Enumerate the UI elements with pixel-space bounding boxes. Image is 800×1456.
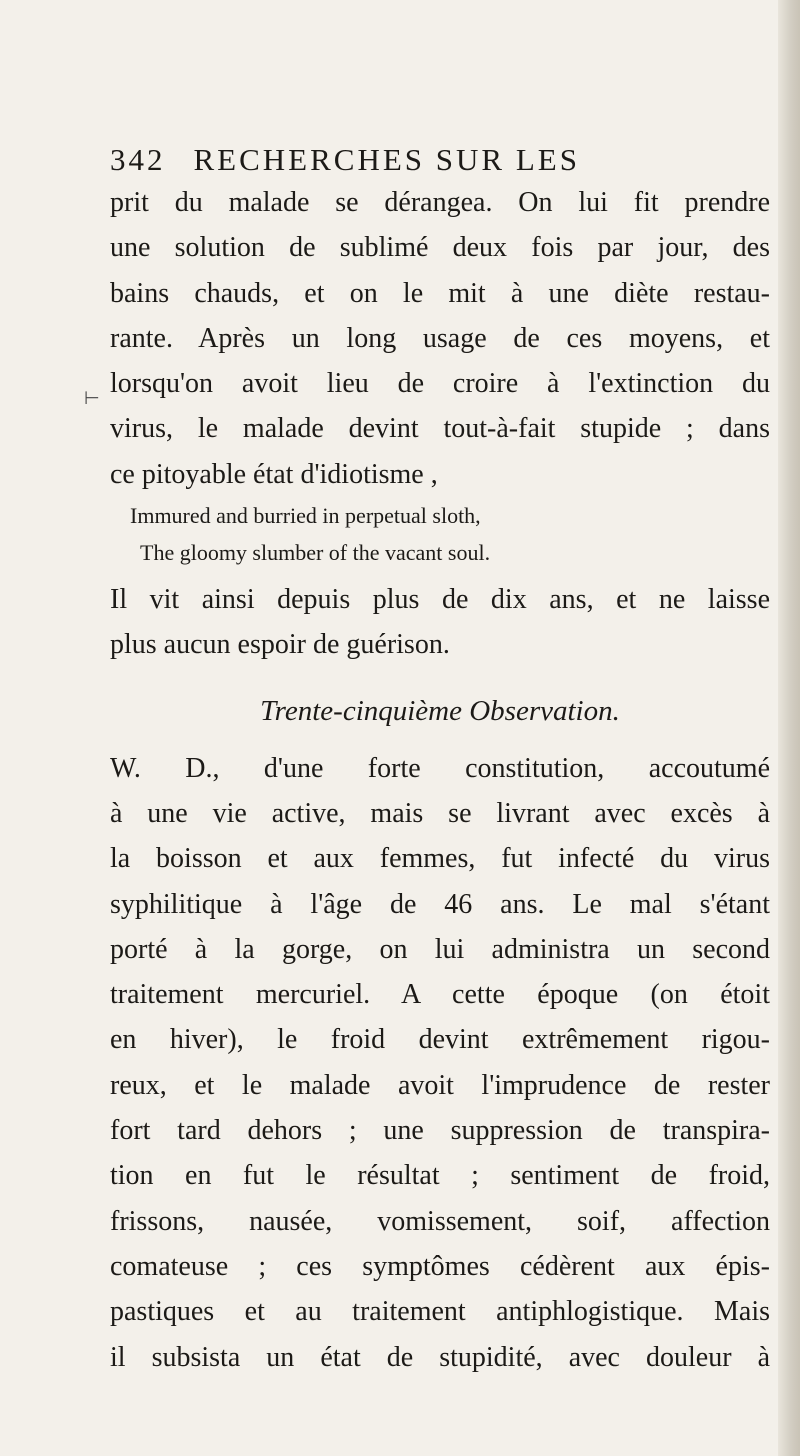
verse-line: Immured and burried in perpetual sloth, [130,503,481,529]
text-line: comateuse ; ces symptômes cédèrent aux épis- [110,1250,770,1282]
text-line: virus, le malade devint tout-à-fait stupide ; dans [110,413,770,445]
text-line: rante. Après un long usage de ces moyens, et [110,322,770,354]
text-line: bains chauds, et on le mit à une diète restau- [110,277,770,309]
text-line: porté à la gorge, on lui administra un second [110,933,770,965]
paragraph-2 [110,577,770,668]
text-line: syphilitique à l'âge de 46 ans. Le mal s'étant [110,888,770,920]
margin-mark: ⊢ [84,388,100,409]
running-header [110,140,770,180]
page-body [110,140,770,1380]
page-number: 342 [110,142,166,177]
text-line: plus aucun espoir de guérison. [110,629,450,661]
text-line: traitement mercuriel. A cette époque (on étoit [110,979,770,1011]
running-title: RECHERCHES SUR LES [193,142,580,177]
paragraph-1 [110,180,770,497]
section-title: Trente-cinquième Observation. [260,694,620,727]
text-line: il subsista un état de stupidité, avec douleur à [110,1341,770,1373]
text-line: pastiques et au traitement antiphlogistique. Mais [110,1296,770,1328]
text-line: ce pitoyable état d'idiotisme , [110,458,438,490]
text-line: une solution de sublimé deux fois par jour, des [110,232,770,264]
paragraph-3 [110,746,770,1380]
text-line: la boisson et aux femmes, fut infecté du virus [110,843,770,875]
text-line: prit du malade se dérangea. On lui fit prendre [110,187,770,218]
page-edge-shadow [778,0,800,1456]
text-line: Il vit ainsi depuis plus de dix ans, et ne laisse [110,584,770,616]
text-line: W. D., d'une forte constitution, accoutumé [110,752,770,784]
text-line: en hiver), le froid devint extrêmement rigou- [110,1024,770,1056]
text-line: tion en fut le résultat ; sentiment de froid, [110,1160,770,1192]
text-line: frissons, nausée, vomissement, soif, affection [110,1205,770,1237]
verse-line: The gloomy slumber of the vacant soul. [140,540,491,566]
verse-quote [110,497,770,571]
text-line: à une vie active, mais se livrant avec excès à [110,797,770,829]
text-line: reux, et le malade avoit l'imprudence de rester [110,1069,770,1101]
text-line: fort tard dehors ; une suppression de transpira- [110,1115,770,1147]
text-line: lorsqu'on avoit lieu de croire à l'extinction du [110,368,770,400]
